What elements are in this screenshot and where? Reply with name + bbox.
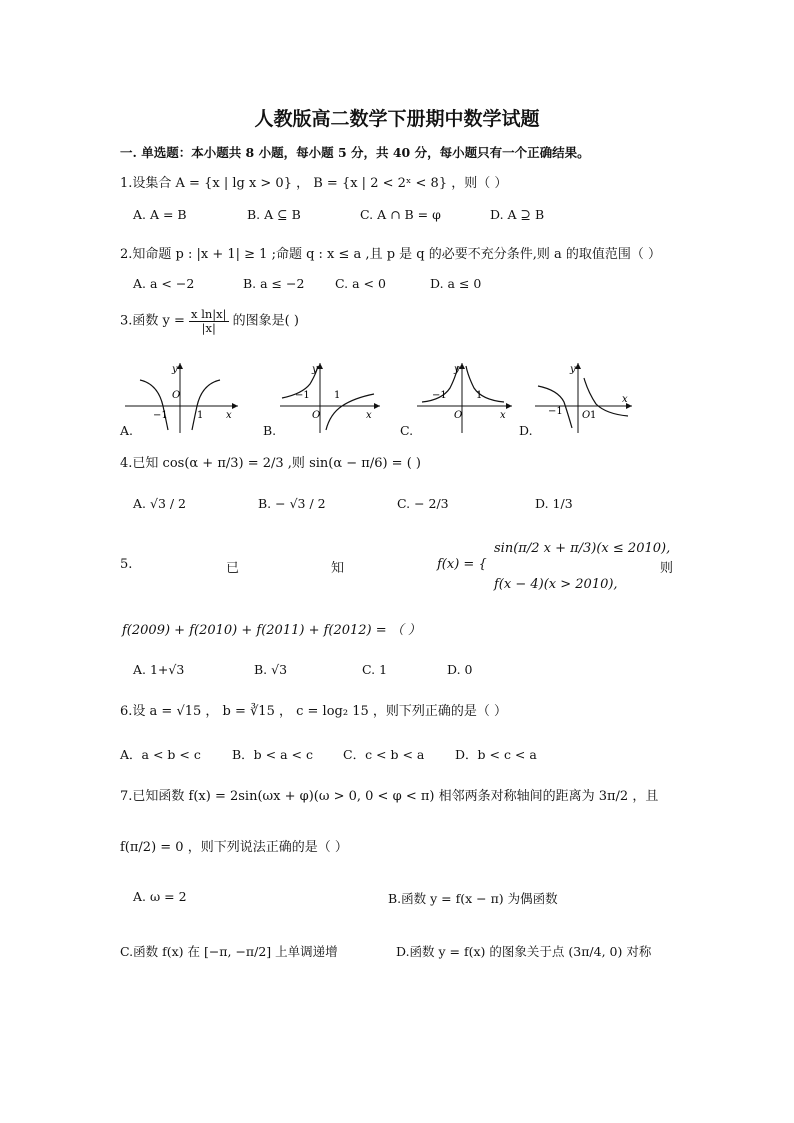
question-3-stem	[120, 308, 299, 334]
question-2-stem: 2.知命题 p : |x + 1| ≥ 1 ;命题 q : x ≤ a ,且 p 是 q 的必要不充分条件,则 a 的取值范围（ ）	[120, 247, 662, 262]
q5-expression: f(2009) + f(2010) + f(2011) + f(2012) = （ ）	[122, 623, 421, 638]
q6-option-a: A．a < b < c	[120, 747, 201, 762]
q3-graph-b	[262, 358, 387, 438]
q1-option-d: D. A ⊇ B	[490, 207, 545, 222]
graph-a-y-label: y	[172, 364, 178, 375]
q5-option-a: A. 1+√3	[133, 662, 185, 677]
question-4-stem: 4.已知 cos(α + π/3) = 2/3 ,则 sin(α − π/6) = ( )	[120, 456, 421, 471]
q5-label: 5.	[120, 557, 133, 572]
graph-a-neg-one: −1	[153, 410, 168, 421]
q2-option-c: C. a < 0	[335, 276, 386, 291]
question-7-stem-line-1: 7.已知函数 f(x) = 2sin(ωx + φ)(ω > 0, 0 < φ < π) 相邻两条对称轴间的距离为 3π/2 ，且	[120, 789, 659, 804]
graph-d-one: 1	[590, 410, 597, 421]
q7-option-a: A. ω = 2	[133, 889, 187, 904]
q2-option-b: B. a ≤ −2	[243, 276, 305, 291]
q5-word-yi: 已	[226, 561, 240, 576]
q3-graph-d	[530, 358, 640, 438]
q3-frac-den: |x|	[201, 320, 216, 335]
question-7-stem-line-2: f(π/2) = 0 ，则下列说法正确的是（ ）	[120, 840, 348, 855]
graph-a-origin-label: O	[172, 390, 181, 401]
graph-c-neg-one: −1	[432, 390, 447, 401]
q3-frac-num: x ln|x|	[191, 307, 227, 321]
exam-title: 人教版高二数学下册期中数学试题	[254, 108, 540, 130]
q3-stem-prefix: 3.函数 y =	[120, 313, 185, 329]
graph-c-y-label: y	[454, 364, 460, 375]
q6-option-b: B．b < a < c	[232, 747, 313, 762]
q7-option-d: D.函数 y = f(x) 的图象关于点 (3π/4, 0) 对称	[396, 944, 652, 959]
q3-option-d: D.	[519, 423, 533, 438]
q6-option-c: C．c < b < a	[343, 747, 425, 762]
graph-a-one: 1	[197, 410, 204, 421]
q3-option-a: A.	[120, 423, 134, 438]
section-heading: 一. 单选题：本小题共 8 小题，每小题 5 分，共 40 分，每小题只有一个正确结果。	[120, 145, 590, 160]
q4-option-a: A. √3 / 2	[133, 496, 187, 511]
q5-option-d: D. 0	[447, 662, 473, 677]
q7-option-b: B.函数 y = f(x − π) 为偶函数	[388, 891, 558, 906]
q2-option-a: A. a < −2	[133, 276, 195, 291]
q3-graph-a	[120, 358, 245, 438]
q4-option-b: B. − √3 / 2	[258, 496, 326, 511]
graph-b-one: 1	[334, 390, 341, 401]
q4-option-c: C. − 2/3	[397, 496, 449, 511]
q1-option-b: B. A ⊆ B	[247, 207, 301, 222]
q5-piece-1: sin(π/2 x + π/3)(x ≤ 2010),	[494, 541, 671, 556]
q3-option-b: B.	[263, 423, 277, 438]
q3-stem-suffix: 的图象是( )	[232, 313, 299, 329]
q1-option-a: A. A = B	[133, 207, 187, 222]
q4-option-d: D. 1/3	[535, 496, 573, 511]
q3-fraction	[189, 308, 228, 334]
graph-c-one: 1	[476, 390, 483, 401]
q7-option-c: C.函数 f(x) 在 [−π, −π/2] 上单调递增	[120, 944, 338, 959]
q5-option-b: B. √3	[254, 662, 288, 677]
graph-d-neg-one: −1	[548, 406, 563, 417]
graph-d-origin-label: O	[582, 410, 591, 421]
graph-b-origin-label: O	[312, 410, 321, 421]
graph-d-x-label: x	[622, 394, 628, 405]
q5-option-c: C. 1	[362, 662, 388, 677]
graph-d-y-label: y	[570, 364, 576, 375]
question-1-stem: 1.设集合 A = {x | lg x > 0} ， B = {x | 2 < 2ˣ < 8} ，则（ ）	[120, 176, 508, 191]
q5-fx: f(x) = {	[437, 557, 487, 572]
q1-option-c: C. A ∩ B = φ	[360, 207, 441, 222]
q5-piece-2: f(x − 4)(x > 2010),	[494, 577, 618, 592]
graph-b-neg-one: −1	[295, 390, 310, 401]
question-6-stem: 6.设 a = √15 ， b = ∛15 ， c = log₂ 15 ，则下列正确的是（ ）	[120, 704, 507, 719]
q3-graph-c	[412, 358, 522, 438]
graph-c-origin-label: O	[454, 410, 463, 421]
graph-b-x-label: x	[366, 410, 372, 421]
graph-c-x-label: x	[500, 410, 506, 421]
graph-b-y-label: y	[312, 364, 318, 375]
q2-option-d: D. a ≤ 0	[430, 276, 482, 291]
q5-word-zhi: 知	[331, 561, 345, 576]
q3-option-c: C.	[400, 423, 414, 438]
q5-ze: 则	[660, 561, 674, 576]
graph-a-x-label: x	[226, 410, 232, 421]
q6-option-d: D．b < c < a	[455, 747, 537, 762]
